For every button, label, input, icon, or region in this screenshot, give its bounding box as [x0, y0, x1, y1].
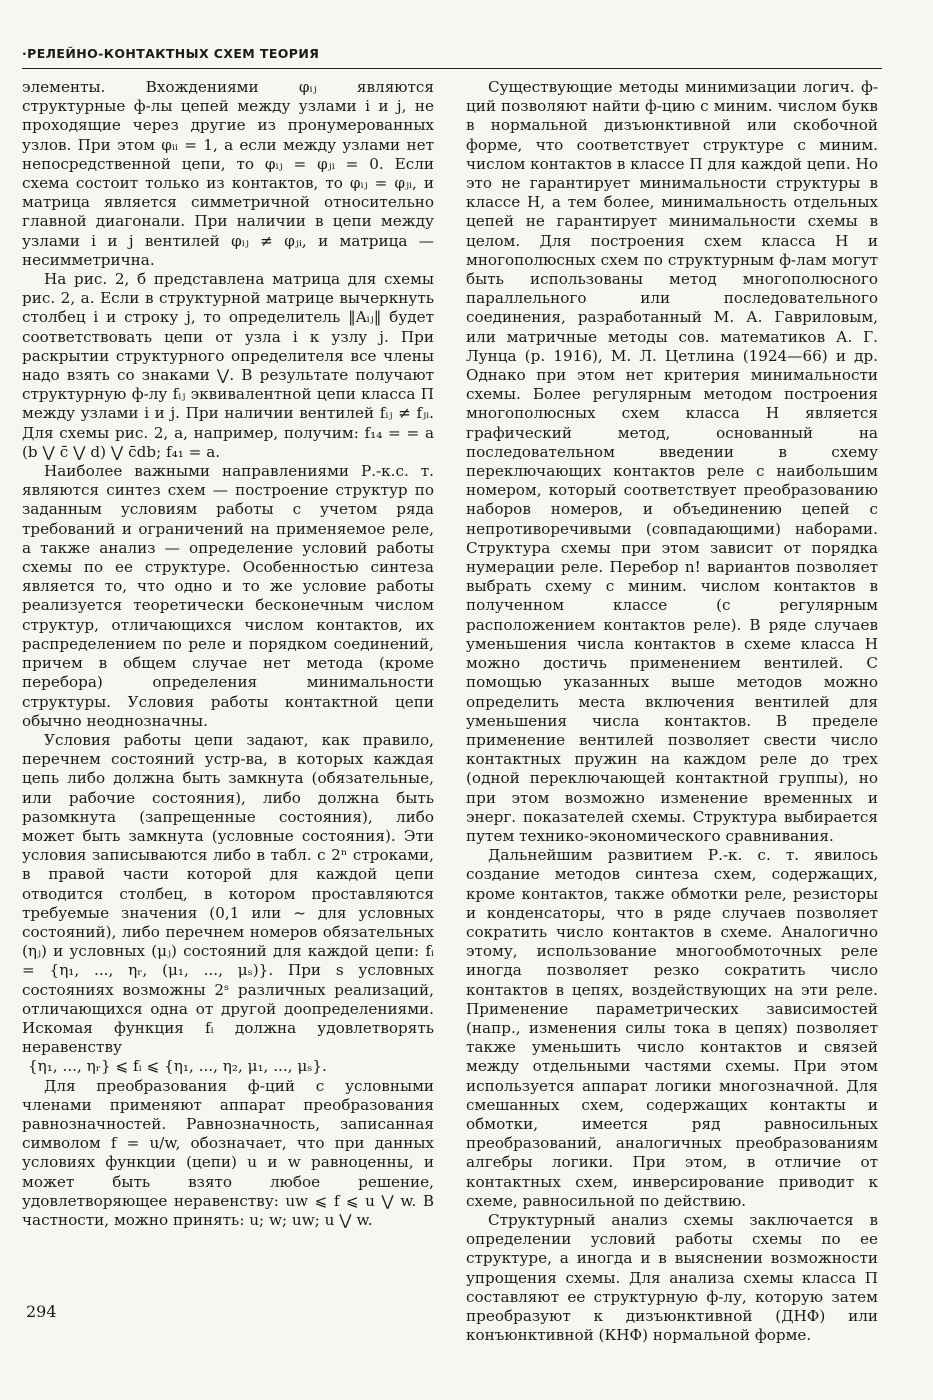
header-rule	[22, 68, 882, 69]
paragraph: элементы. Вхождениями φᵢⱼ являются структурные ф-лы цепей между узлами i и j, не проходящие через другие из пронумерованных узлов. При этом φᵢᵢ = 1, а если между узлами нет непосредственной цепи, то φᵢⱼ = φⱼᵢ = 0. Если схема состоит только из контактов, то φᵢⱼ = φⱼᵢ, и матрица является симметричной относительно главной диагонали. При наличии в цепи между узлами i и j вентилей φᵢⱼ ≠ φⱼᵢ, и матрица — несимметрична.	[22, 78, 434, 269]
paragraph: Наиболее важными направлениями Р.-к.с. т. являются синтез схем — построение структур по заданным условиям работы с учетом ряда требований и ограничений на применяемое реле, а также анализ — определение условий работы схемы по ее структуре. Особенностью синтеза является то, что одно и то же условие работы реализуется теоретически бесконечным числом структур, отличающихся числом контактов, их распределением по реле и порядком соединений, причем в общем случае нет метода (кроме перебора) определения минимальности структуры. Условия работы контактной цепи обычно неоднозначны.	[22, 462, 434, 730]
paragraph: Условия работы цепи задают, как правило, перечнем состояний устр-ва, в которых каждая цепь либо должна быть замкнута (обязательные, или рабочие состояния), либо должна быть разомкнута (запрещенные состояния), либо может быть замкнута (условные состояния). Эти условия записываются либо в табл. с 2ⁿ строками, в правой части которой для каждой цепи отводится столбец, в котором проставляются требуемые значения (0,1 или ~ для условных состояний), либо перечнем номеров обязательных (ηⱼ) и условных (μⱼ) состояний для каждой цепи: fᵢ = {η₁, ..., ηᵣ, (μ₁, ..., μₛ)}. При s условных состояниях возможны 2ˢ различных реализаций, отличающихся одна от другой доопределениями. Искомая функция fᵢ должна удовлетворять неравенству	[22, 730, 434, 1057]
paragraph: На рис. 2, б представлена матрица для схемы рис. 2, а. Если в структурной матрице вычеркнуть столбец i и строку j, то определитель ‖Aᵢⱼ‖ будет соответствовать цепи от узла i к узлу j. При раскрытии структурного определителя все члены надо взять со знаками ⋁. В результате получают структурную ф-лу fᵢⱼ эквивалентной цепи класса П между узлами i и j. При наличии вентилей fᵢⱼ ≠ fⱼᵢ. Для схемы рис. 2, а, например, получим: f₁₄ = = a (b ⋁ c̄ ⋁ d) ⋁ c̄db; f₄₁ = a.	[22, 270, 434, 461]
paragraph: Существующие методы минимизации логич. ф-ций позволяют найти ф-цию с миним. числом букв в нормальной дизъюнктивной или скобочной форме, что соответствует структуре с миним. числом контактов в классе П для каждой цепи. Но это не гарантирует минимальности структуры в классе Н, а тем более, минимальность отдельных цепей не гарантирует минимальности схемы в целом. Для построения схем класса Н и многополюсных схем по структурным ф-лам могут быть использованы метод многополюсного параллельного или последовательного соединения, разработанный М. А. Гавриловым, или матричные методы сов. математиков А. Г. Лунца (р. 1916), М. Л. Цетлина (1924—66) и др. Однако при этом нет критерия минимальности схемы. Более регулярным методом построения многополюсных схем класса Н является графический метод, основанный на последовательном введении в схему переключающих контактов реле с наибольшим номером, который соответствует преобразованию наборов номеров, и объединению цепей с непротиворечивыми (совпадающими) наборами. Структура схемы при этом зависит от порядка нумерации реле. Перебор n! вариантов позволяет выбрать схему с миним. числом контактов в полученном классе (с регулярным расположением контактов реле). В ряде случаев уменьшения числа контактов в схеме класса Н можно достичь применением вентилей. С помощью указанных выше методов можно определить места включения вентилей для уменьшения числа контактов. В пределе применение вентилей позволяет свести число контактных пружин на каждом реле до трех (одной переключающей контактной группы), но при этом возможно изменение временных и энерг. показателей схемы. Структура выбирается путем технико-экономического сравнивания.	[466, 78, 878, 845]
paragraph: {η₁, ..., ηᵣ} ⩽ fᵢ ⩽ {η₁, ..., η₂, μ₁, ..., μₛ}.	[28, 1057, 327, 1076]
right-column	[466, 78, 878, 1345]
paragraph: Структурный анализ схемы заключается в определении условий работы схемы по ее структуре, а иногда и в выяснении возможности упрощения схемы. Для анализа схемы класса П составляют ее структурную ф-лу, которую затем преобразуют к дизъюнктивной (ДНФ) или конъюнктивной (КНФ) нормальной форме.	[466, 1210, 878, 1345]
paragraph: Дальнейшим развитием Р.-к. с. т. явилось создание методов синтеза схем, содержащих, кроме контактов, также обмотки реле, резисторы и конденсаторы, что в ряде случаев позволяет сократить число контактов в схеме. Аналогично этому, использование многообмоточных реле иногда позволяет резко сократить число контактов в цепях, воздействующих на эти реле. Применение параметрических зависимостей (напр., изменения силы тока в цепях) позволяет также уменьшить число контактов и связей между отдельными частями схемы. При этом используется аппарат логики многозначной. Для смешанных схем, содержащих контакты и обмотки, имеется ряд равносильных преобразований, аналогичных преобразованиям алгебры логики. При этом, в отличие от контактных схем, инверсирование приводит к схеме, равносильной по действию.	[466, 846, 878, 1210]
paragraph: Для преобразования ф-ций с условными членами применяют аппарат преобразования равнозначностей. Равнозначность, записанная символом f = u/w, обозначает, что при данных условиях функции (цепи) u и w равноценны, и может быть взято любое решение, удовлетворяющее неравенству: uw ⩽ f ⩽ u ⋁ w. В частности, можно принять: u; w; uw; u ⋁ w.	[22, 1076, 434, 1229]
running-header: ·РЕЛЕЙНО-КОНТАКТНЫХ СХЕМ ТЕОРИЯ	[22, 46, 320, 61]
page-number: 294	[26, 1302, 57, 1321]
left-column	[22, 78, 434, 1230]
